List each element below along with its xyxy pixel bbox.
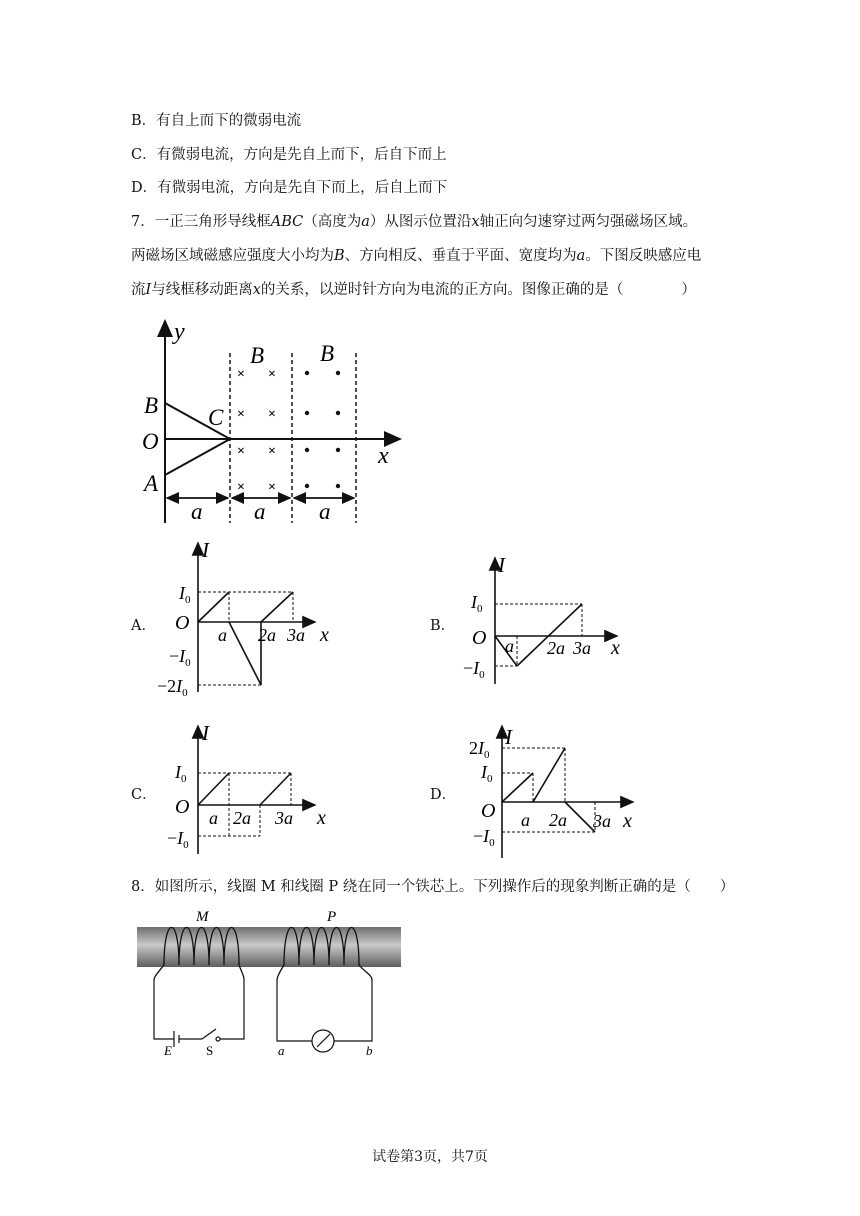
svg-text:x: x <box>317 807 326 829</box>
q8-stem: 8．如图所示，线圈 M 和线圈 P 绕在同一个铁芯上。下列操作后的现象判断正确的是（ ） <box>131 879 735 895</box>
fig-point-a: A <box>144 471 159 496</box>
svg-text:x: x <box>320 624 329 646</box>
fig-x-label: x <box>378 443 389 469</box>
q7-field-figure <box>130 315 420 530</box>
svg-text:×: × <box>268 367 276 382</box>
svg-text:I0: $I_0$ <box>179 583 191 606</box>
svg-text:I0: $I_0$ <box>175 762 187 785</box>
switch-s-label: S <box>206 1043 214 1058</box>
q7-graph-d <box>465 720 645 860</box>
svg-text:−2I0: $-2I_0$ <box>157 676 188 699</box>
svg-text:O: O <box>472 627 487 649</box>
q7-option-d-label: D． <box>430 787 457 803</box>
page-footer: 试卷第3页，共7页 <box>372 1149 488 1165</box>
svg-text:−I0: $-I_0$ <box>167 828 189 851</box>
svg-text:−I0: $-I_0$ <box>169 646 191 669</box>
svg-text:O: O <box>481 800 496 822</box>
q7-option-a-label: A． <box>131 618 156 634</box>
fig-width-a2: a <box>254 499 266 524</box>
svg-text:−I0: $-I_0$ <box>473 826 495 849</box>
svg-text:×: × <box>268 444 276 459</box>
q7-stem-line1: 7．一正三角形导线框ABC（高度为a）从图示位置沿x轴正向匀速穿过两匀强磁场区域。 <box>131 214 698 230</box>
svg-text:×: × <box>237 444 245 459</box>
q7-graph-b <box>465 552 645 687</box>
svg-text:x: x <box>623 810 632 832</box>
svg-text:×: × <box>237 407 245 422</box>
svg-text:I: I <box>202 538 209 562</box>
coil-m-label: M <box>196 909 209 925</box>
svg-text:2a: 2a <box>549 810 567 830</box>
svg-text:2a: 2a <box>258 625 276 645</box>
q7-graph-a <box>157 537 345 699</box>
svg-text:O: O <box>175 796 190 818</box>
svg-text:a: a <box>209 808 218 828</box>
svg-text:a: a <box>218 625 227 645</box>
svg-text:O: O <box>175 612 190 634</box>
svg-text:3a: 3a <box>573 638 591 658</box>
svg-text:3a: 3a <box>275 808 293 828</box>
fig-field-b1: B <box>250 343 265 368</box>
svg-text:×: × <box>237 480 245 495</box>
q8-coil-figure <box>134 905 409 1060</box>
q7-graph-c <box>165 720 345 860</box>
q7-stem-line2: 两磁场区域磁感应强度大小均为B、方向相反、垂直于平面、宽度均为a。下图反映感应电 <box>131 248 702 264</box>
fig-field-b2: B <box>320 341 335 366</box>
fig-y-label: y <box>174 319 185 345</box>
svg-text:x: x <box>611 637 620 659</box>
svg-text:I: I <box>505 725 512 749</box>
svg-text:3a: 3a <box>593 811 611 831</box>
svg-text:I: I <box>498 553 505 577</box>
q7-stem-line3: 流I与线框移动距离x的关系，以逆时针方向为电流的正方向。图像正确的是（ ） <box>131 282 696 298</box>
fig-point-c: C <box>208 405 224 430</box>
svg-text:2a: 2a <box>233 808 251 828</box>
fig-cross-field <box>237 367 276 495</box>
svg-text:I0: $I_0$ <box>471 592 483 615</box>
svg-text:×: × <box>237 367 245 382</box>
fig-width-a1: a <box>191 499 203 524</box>
svg-text:−I0: $-I_0$ <box>463 658 485 681</box>
svg-text:I: I <box>202 721 209 745</box>
q7-option-c-label: C． <box>131 787 157 803</box>
fig-width-a3: a <box>319 499 331 524</box>
svg-text:2a: 2a <box>547 638 565 658</box>
fig-point-o: O <box>142 429 159 454</box>
q6-option-b: B．有自上而下的微弱电流 <box>131 113 302 129</box>
terminal-b-label: b <box>366 1043 373 1058</box>
svg-text:a: a <box>505 636 514 656</box>
q6-option-d: D．有微弱电流，方向是先自下而上，后自上而下 <box>131 180 448 196</box>
svg-text:I0: $I_0$ <box>481 762 493 785</box>
battery-e-label: E <box>164 1043 172 1058</box>
q7-option-b-label: B． <box>430 618 456 634</box>
svg-text:2I0: $2I_0$ <box>469 738 490 761</box>
terminal-a-label: a <box>278 1043 285 1058</box>
coil-p-label: P <box>327 909 337 925</box>
q6-option-c: C．有微弱电流，方向是先自上而下，后自下而上 <box>131 147 447 163</box>
svg-text:×: × <box>268 407 276 422</box>
fig-point-b: B <box>144 393 159 418</box>
svg-text:a: a <box>521 810 530 830</box>
fig-dot-field <box>305 371 340 488</box>
svg-text:3a: 3a <box>287 625 305 645</box>
svg-text:×: × <box>268 480 276 495</box>
